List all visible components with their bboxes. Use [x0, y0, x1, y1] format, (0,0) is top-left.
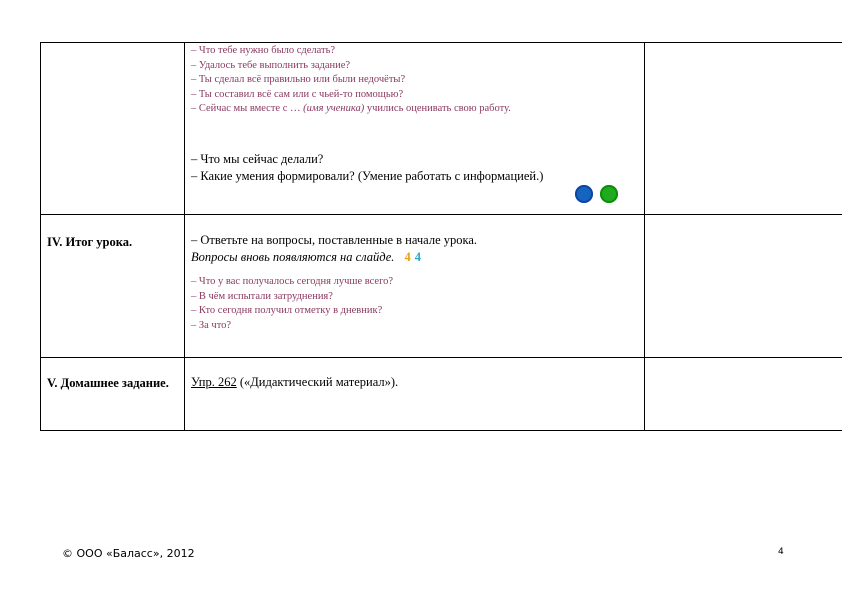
reflection-question: – Ты сделал всё правильно или были недочёты? [191, 74, 406, 85]
summary-question: – В чём испытали затруднения? [191, 290, 333, 302]
green-circle-icon [600, 185, 618, 203]
table-row [41, 215, 842, 358]
stage-cell: IV. Итог урока. [41, 215, 185, 358]
evaluation-dots [568, 185, 618, 208]
summary-question: – Что у вас получалось сегодня лучше всего? [191, 276, 394, 287]
content-cell [185, 43, 645, 215]
slide-badge: 4 [414, 250, 421, 264]
footer-copyright: © ООО «Баласс», 2012 [62, 547, 195, 560]
slide-badge: 4 [404, 250, 411, 264]
main-question: – Что мы сейчас делали? [191, 151, 324, 166]
reflection-question [191, 102, 638, 117]
content-cell [185, 358, 645, 431]
table-row [41, 358, 842, 431]
page-number: 4 [778, 547, 784, 557]
student-name-placeholder: (имя ученика) [303, 103, 365, 114]
stage-cell: V. Домашнее задание. [41, 358, 185, 431]
table-row [41, 43, 842, 215]
question-end: учились оценивать свою работу. [364, 103, 511, 114]
exercise-link[interactable]: Упр. 262 [191, 375, 237, 389]
notes-cell [645, 43, 842, 215]
main-question: – Какие умения формировали? (Умение работать с информацией.) [191, 168, 544, 183]
reflection-question: – Удалось тебе выполнить задание? [191, 59, 351, 71]
slide-note-text: Вопросы вновь появляются на слайде. [191, 250, 395, 264]
reflection-question: – Что тебе нужно было сделать? [191, 45, 336, 56]
content-cell [185, 215, 645, 358]
notes-cell [645, 358, 842, 431]
homework-text [191, 374, 638, 391]
main-question: – Ответьте на вопросы, поставленные в начале урока. [191, 233, 478, 247]
reflection-question: – Ты составил всё сам или с чьей-то помощью? [191, 88, 404, 100]
summary-question: – За что? [191, 319, 232, 331]
question-start: – Сейчас мы вместе с … [191, 103, 304, 114]
summary-question: – Кто сегодня получил отметку в дневник? [191, 305, 383, 316]
exercise-description: («Дидактический материал»). [236, 375, 399, 389]
lesson-plan-table [40, 42, 842, 431]
blue-circle-icon [575, 185, 593, 203]
notes-cell [645, 215, 842, 358]
slide-note [191, 249, 638, 266]
stage-cell [41, 43, 185, 215]
